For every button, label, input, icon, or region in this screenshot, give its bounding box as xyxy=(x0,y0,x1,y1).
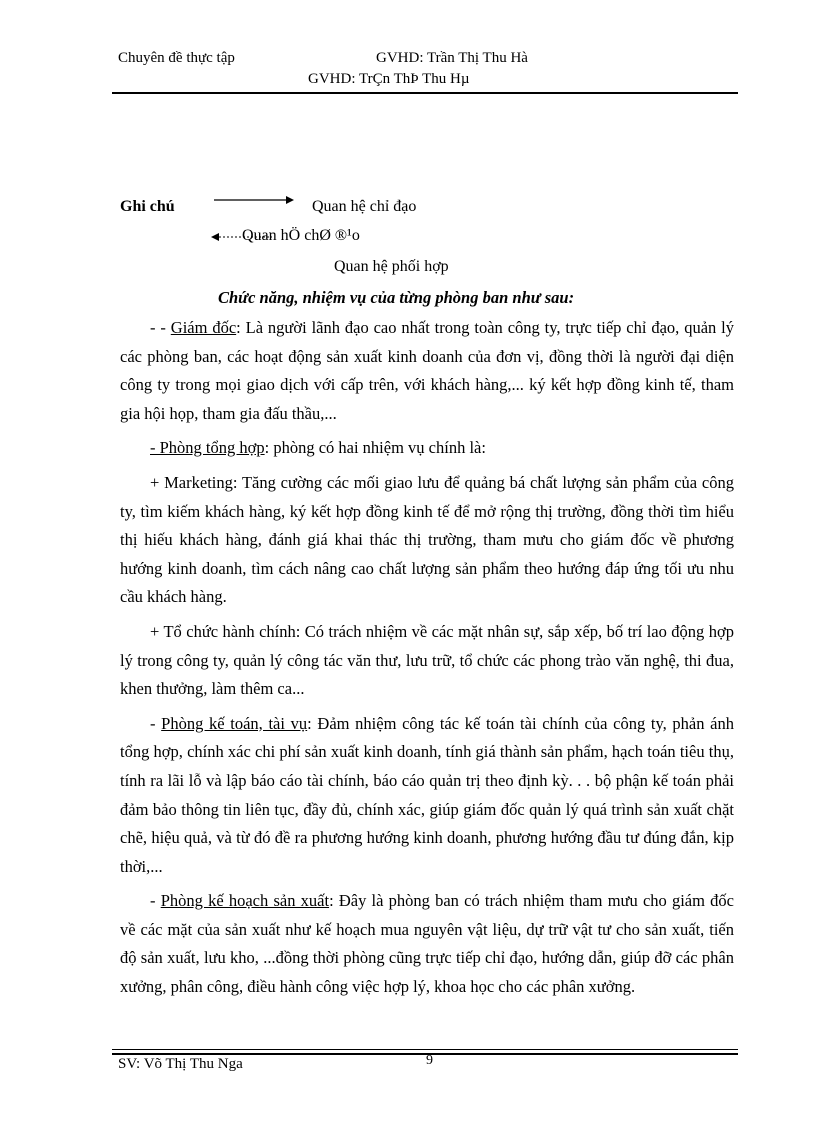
paragraph-director: - - Giám đốc: Là người lãnh đạo cao nhất trong toàn công ty, trực tiếp chỉ đạo, quản lý các phòng ban, các hoạt động sản xuất kinh doanh của đơn vị, đồng thời là người đại diện công ty trong mọi giao dịch với cấp trên, với khách hàng,... ký kết hợp đồng kinh tế, tham gia hội họp, tham gia đấu thầu,... xyxy=(120,318,734,423)
term-planning: Phòng kế hoạch sản xuất xyxy=(160,891,330,911)
paragraph-planning: - Phòng kế hoạch sản xuất: Đây là phòng ban có trách nhiệm tham mưu cho giám đốc về các mặt của sản xuất như kế hoạch mua nguyên vật liệu, dự trữ vật tư cho sản xuất, tiến độ sản xuất, lưu kho, ...đồng thời phòng cũng trực tiếp chỉ đạo, hướng dẫn, giúp đỡ các phân xưởng, phân công, điều hành công việc hợp lý, khoa học cho các phân xưởng. xyxy=(120,891,734,997)
arrow-right-icon xyxy=(212,195,296,205)
footer-rule-top xyxy=(112,1049,738,1050)
legend-item-directive: Quan hệ chỉ đạo xyxy=(312,198,417,215)
paragraph-accounting: - Phòng kế toán, tài vụ: Đảm nhiệm công tác kế toán tài chính của công ty, phản ánh tổng hợp, chính xác chi phí sản xuất kinh doanh, tính giá thành sản phẩm, hạch toán tiêu thụ, tính ra lãi lỗ và lập báo cáo tài chính, báo cáo quản trị theo định kỳ. . . bộ phận kế toán phải đảm bảo thông tin liên tục, đầy đủ, chính xác, giúp giám đốc quản lý quá trình sản xuất chặt chẽ, hiệu quả, và từ đó đề ra phương hướng kinh doanh, phương hướng đầu tư đúng đắn, kịp thời,... xyxy=(120,713,735,876)
legend-item-coordination: Quan hệ phối hợp xyxy=(334,258,449,275)
page-number: 9 xyxy=(426,1053,433,1068)
section-title: Chức năng, nhiệm vụ của từng phòng ban như sau: xyxy=(218,288,575,307)
term-general-dept: - Phòng tổng hợp xyxy=(150,438,265,458)
term-accounting: Phòng kế toán, tài vụ xyxy=(161,713,308,733)
paragraph-marketing: + Marketing: Tăng cường các mối giao lưu để quảng bá chất lượng sản phẩm của công ty, tìm kiếm khách hàng, ký kết hợp đồng kinh tế để mở rộng thị trường, đồng thời tìm hiểu thị hiếu khách hàng, đánh giá khai thác thị trường, tham mưu cho giám đốc về phương hướng kinh doanh, tìm cách nâng cao chất lượng sản phẩm theo hướng đáp ứng tối ưu nhu cầu khách hàng. xyxy=(120,472,734,607)
term-director: Giám đốc xyxy=(170,318,237,337)
paragraph-general-dept: - Phòng tổng hợp: phòng có hai nhiệm vụ chính là: xyxy=(150,438,486,458)
header-rule xyxy=(112,92,738,94)
paragraph-administration: + Tổ chức hành chính: Có trách nhiệm về các mặt nhân sự, sắp xếp, bố trí lao động hợp lý trong công ty, quản lý công tác văn thư, lưu trữ, tổ chức các phong trào văn nghệ, thi đua, khen thưởng, làm thêm ca... xyxy=(120,621,734,699)
header-supervisor: GVHD: Trần Thị Thu Hà xyxy=(376,50,528,66)
footer-rule-bottom xyxy=(112,1053,738,1055)
legend-item-directive-legacy: Quan hÖ chØ ®¹o xyxy=(242,227,360,244)
header-subject: Chuyên đề thực tập xyxy=(118,50,235,66)
footer-student: SV: Võ Thị Thu Nga xyxy=(118,1056,243,1072)
header-supervisor-legacy: GVHD: TrÇn ThÞ Thu Hµ xyxy=(308,71,470,87)
document-body xyxy=(120,314,734,1002)
legend-label: Ghi chú xyxy=(120,198,175,215)
